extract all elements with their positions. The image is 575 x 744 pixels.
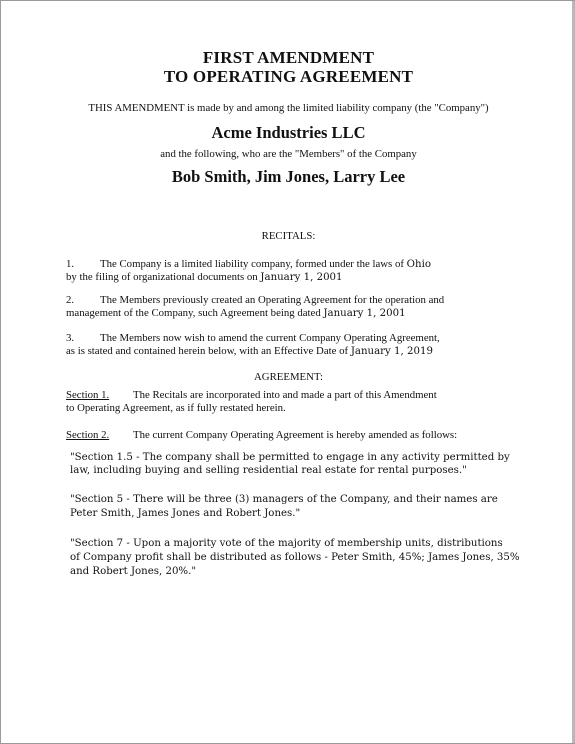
amendment-text-line: "Section 7 - Upon a majority vote of the majority of membership units, distributions xyxy=(70,538,503,549)
members-intro: and the following, who are the "Members" of the Company xyxy=(160,148,417,160)
recital-text xyxy=(66,307,406,320)
recital-number: 3. xyxy=(66,332,75,344)
member-names: Bob Smith, Jim Jones, Larry Lee xyxy=(171,167,406,186)
amendment-text-line: "Section 5 - There will be three (3) managers of the Company, and their names are xyxy=(70,494,498,505)
recital-text xyxy=(100,258,431,271)
recital-text-line: The Company is a limited liability company, formed under the laws of xyxy=(100,258,404,270)
agreement-heading: AGREEMENT: xyxy=(253,371,324,383)
recital-text xyxy=(66,345,433,358)
amendment-text-line: and Robert Jones, 20%." xyxy=(70,566,197,577)
section-label: Section 2. xyxy=(66,429,110,441)
recital-number: 1. xyxy=(66,258,75,270)
company-name: Acme Industries LLC xyxy=(211,123,366,142)
recital-text-line: management of the Company, such Agreement being dated xyxy=(66,307,321,319)
amendment-text-line: of Company profit shall be distributed as follows - Peter Smith, 45%; James Jones, 35% xyxy=(70,552,520,563)
intro-statement: THIS AMENDMENT is made by and among the limited liability company (the "Company") xyxy=(88,102,489,114)
recital-text-line: as is stated and contained herein below, with an Effective Date of xyxy=(66,345,349,357)
recital-field-value: January 1, 2019 xyxy=(350,346,433,357)
recital-field-value: January 1, 2001 xyxy=(323,308,406,319)
amendment-text-line: "Section 1.5 - The company shall be permitted to engage in any activity permitted by xyxy=(70,452,510,463)
recital-text-line: The Members now wish to amend the current Company Operating Agreement, xyxy=(100,332,440,344)
recitals-heading: RECITALS: xyxy=(261,230,316,242)
amendment-text-line: Peter Smith, James Jones and Robert Jones." xyxy=(70,508,301,519)
recital-number: 2. xyxy=(66,294,75,306)
section-text-line: The Recitals are incorporated into and made a part of this Amendment xyxy=(133,389,437,401)
document-title-line-2: TO OPERATING AGREEMENT xyxy=(163,67,414,86)
recital-field-value: Ohio xyxy=(406,259,431,270)
recital-text-line: The Members previously created an Operating Agreement for the operation and xyxy=(100,294,445,306)
section-text-line: The current Company Operating Agreement is hereby amended as follows: xyxy=(133,429,458,441)
recital-field-value: January 1, 2001 xyxy=(260,272,343,283)
section-label: Section 1. xyxy=(66,389,110,401)
recital-text xyxy=(66,271,343,284)
document-title-line-1: FIRST AMENDMENT xyxy=(202,48,375,67)
section-text-line: to Operating Agreement, as if fully restated herein. xyxy=(66,402,286,414)
amendment-text-line: law, including buying and selling residential real estate for rental purposes." xyxy=(70,465,467,476)
recital-text-line: by the filing of organizational documents on xyxy=(66,271,258,283)
